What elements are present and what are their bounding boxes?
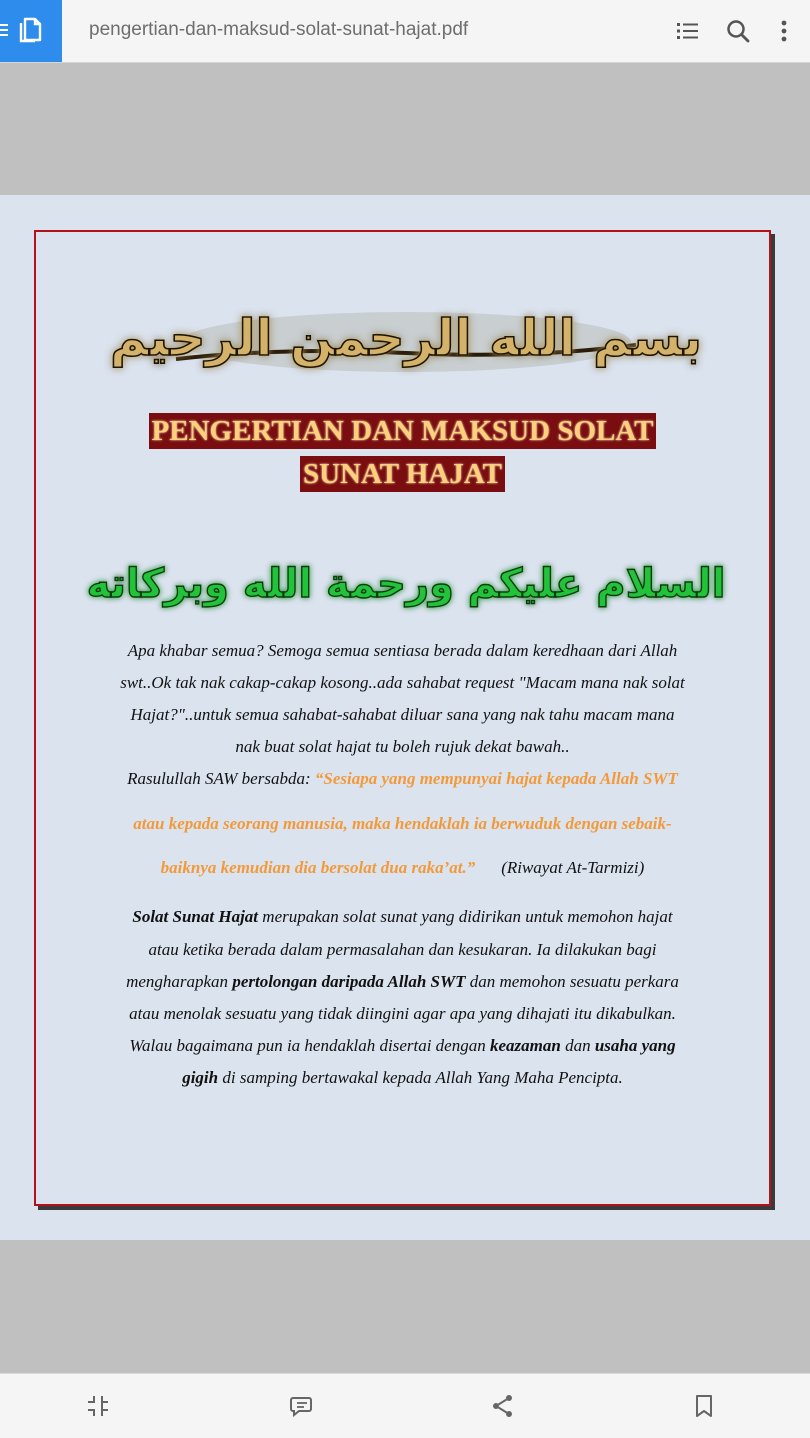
text-line: Solat Sunat Hajat merupakan solat sunat yang didirikan untuk memohon hajat — [132, 907, 673, 926]
text-line: Apa khabar semua? Semoga semua sentiasa berada dalam keredhaan dari Allah — [127, 641, 678, 660]
hadith-source: (Riwayat At-Tarmizi) — [501, 858, 645, 877]
file-name: pengertian-dan-maksud-solat-sunat-hajat.pdf — [89, 19, 469, 40]
text-line: mengharapkan pertolongan daripada Allah SWT dan memohon sesuatu perkara — [126, 972, 679, 991]
text-line: gigih di samping bertawakal kepada Allah Yang Maha Pencipta. — [182, 1068, 623, 1087]
basmala-calligraphy — [110, 287, 702, 387]
share-icon[interactable] — [489, 1392, 517, 1420]
page-title-2: SUNAT HAJAT — [300, 456, 505, 492]
pdf-page — [0, 195, 810, 1240]
text-line: Hajat?"..untuk semua sahabat-sahabat diluar sana yang nak tahu macam mana — [130, 705, 675, 724]
page-border-frame — [34, 230, 771, 1206]
bottom-toolbar — [0, 1373, 810, 1438]
salam-text: السلام عليكم ورحمة الله وبركاته — [86, 561, 726, 607]
search-icon[interactable] — [724, 17, 752, 45]
text-line: nak buat solat hajat tu boleh rujuk dekat bawah.. — [235, 737, 570, 756]
text-line: swt..Ok tak nak cakap-cakap kosong..ada sahabat request "Macam mana nak solat — [120, 673, 685, 692]
more-vert-icon[interactable] — [770, 17, 798, 45]
hadith-intro: Rasulullah SAW bersabda: — [127, 769, 315, 788]
fit-page-icon[interactable] — [84, 1392, 112, 1420]
list-icon[interactable] — [674, 17, 702, 45]
menu-icon — [0, 24, 8, 38]
title-line-2 — [36, 458, 769, 491]
top-toolbar — [0, 0, 810, 63]
salam-calligraphy — [86, 542, 726, 622]
text-line: Walau bagaimana pun ia hendaklah disertai dengan keazaman dan usaha yang — [129, 1036, 676, 1055]
hadith-quote-end: baiknya kemudian dia bersolat dua raka’at.” — [160, 858, 476, 877]
text-line: atau menolak sesuatu yang tidak diingini agar apa yang dihajati itu dikabulkan. — [129, 1004, 676, 1023]
bookmark-icon[interactable] — [690, 1392, 718, 1420]
document-icon — [17, 16, 43, 44]
title-line-1 — [36, 415, 769, 448]
comment-icon[interactable] — [288, 1392, 316, 1420]
text-line: atau ketika berada dalam permasalahan dan kesukaran. Ia dilakukan bagi — [148, 940, 657, 959]
hadith-quote: “Sesiapa yang mempunyai hajat kepada Allah SWT — [314, 769, 678, 788]
page-title-1: PENGERTIAN DAN MAKSUD SOLAT — [149, 413, 657, 449]
basmala-text: بسم الله الرحمن الرحيم — [110, 309, 702, 367]
hadith-line-3 — [36, 858, 769, 878]
document-menu-tab[interactable] — [0, 0, 62, 62]
hadith-line-1 — [36, 769, 769, 789]
hadith-line-2: atau kepada seorang manusia, maka hendaklah ia berwuduk dengan sebaik- — [133, 814, 672, 833]
